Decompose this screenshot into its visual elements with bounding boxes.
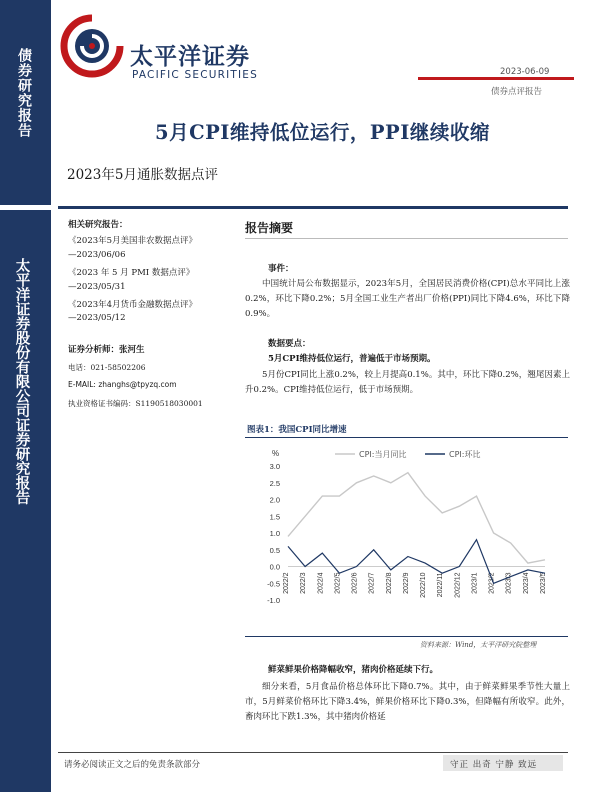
report-subtitle: 2023年5月通胀数据点评 (67, 167, 218, 183)
legend-label: CPI:环比 (449, 450, 481, 459)
y-tick-label: 2.0 (269, 495, 280, 505)
figure-top-rule (245, 437, 568, 438)
y-tick-label: 0.5 (269, 545, 280, 555)
data-points-label: 数据要点： (268, 339, 311, 349)
x-tick-label: 2022/12 (454, 572, 462, 598)
figure-title: 图表1：我国CPI同比增速 (247, 425, 347, 435)
x-tick-label: 2023/3 (505, 572, 513, 594)
figure-bottom-rule (245, 636, 568, 637)
y-tick-label: -0.5 (267, 579, 280, 589)
legend-label: CPI:当月同比 (359, 450, 407, 459)
report-title: 5月CPI维持低位运行，PPI继续收缩 (155, 121, 490, 144)
y-tick-label: 0.0 (269, 562, 280, 572)
point1-heading: 5月CPI维持低位运行，普遍低于市场预期。 (268, 354, 436, 364)
x-tick-label: 2022/10 (420, 572, 428, 598)
x-tick-label: 2022/4 (317, 572, 325, 594)
company-logo (60, 14, 270, 84)
footer-motto: 守正 出奇 宁静 致远 (450, 760, 538, 770)
x-tick-label: 2022/8 (385, 572, 393, 594)
header-red-rule (418, 77, 574, 80)
x-tick-label: 2022/9 (402, 572, 410, 594)
related-report-item[interactable]: 《2023年5月美国非农数据点评》 (68, 236, 198, 246)
x-tick-label: 2023/2 (488, 572, 496, 594)
event-label: 事件： (268, 264, 294, 274)
sidebar-report-category: 债券研究报告 (16, 48, 32, 138)
footer-disclaimer[interactable]: 请务必阅读正文之后的免责条款部分 (64, 760, 201, 770)
x-tick-label: 2022/5 (334, 572, 342, 594)
summary-underline (245, 238, 568, 239)
x-tick-label: 2022/7 (368, 572, 376, 594)
related-report-item[interactable]: 《2023年4月货币金融数据点评》 (68, 300, 198, 310)
company-name-en: PACIFIC SECURITIES (132, 69, 259, 81)
summary-heading: 报告摘要 (245, 221, 294, 235)
analyst-heading: 证券分析师：张河生 (68, 345, 145, 355)
y-axis-unit: % (272, 449, 280, 458)
point2-heading: 鲜菜鲜果价格降幅收窄，猪肉价格延续下行。 (268, 665, 439, 675)
related-report-date: —2023/05/12 (68, 313, 126, 323)
analyst-license: 执业资格证书编码：S1190518030001 (68, 399, 203, 408)
title-divider (58, 206, 568, 209)
related-report-item[interactable]: 《2023 年 5 月 PMI 数据点评》 (68, 268, 195, 278)
report-type: 债券点评报告 (491, 87, 543, 97)
figure-source: 资料来源：Wind，太平洋研究院整理 (420, 641, 537, 649)
x-tick-label: 2022/11 (437, 572, 445, 598)
event-text: 中国统计局公布数据显示，2023年5月，全国居民消费价格(CPI)总水平同比上涨0.2%，环比下降0.2%；5月全国工业生产者出厂价格(PPI)同比下降4.6%，环比下降0.9%。 (245, 279, 570, 319)
logo-mark-icon (60, 14, 124, 78)
related-report-date: —2023/05/31 (68, 282, 126, 292)
x-tick-label: 2022/3 (300, 572, 308, 594)
footer-rule (58, 752, 568, 753)
y-tick-label: 1.0 (269, 529, 280, 538)
y-tick-label: 3.0 (269, 462, 280, 471)
y-tick-label: 1.5 (269, 512, 280, 522)
y-tick-label: -1.0 (267, 596, 280, 605)
related-report-date: —2023/06/06 (68, 250, 126, 260)
company-name-cn: 太平洋证券 (130, 44, 250, 70)
report-date: 2023-06-09 (500, 67, 550, 77)
related-reports-heading: 相关研究报告： (68, 220, 128, 230)
x-tick-label: 2022/2 (283, 572, 290, 594)
y-tick-label: 2.5 (269, 478, 280, 488)
x-tick-label: 2023/1 (471, 572, 479, 594)
x-tick-label: 2023/5 (540, 572, 547, 594)
sidebar-company-label: 太平洋证券股份有限公司证券研究报告 (13, 258, 31, 505)
series-line-cpi-yoy (288, 473, 545, 563)
x-tick-label: 2022/6 (351, 572, 359, 594)
x-tick-label: 2023/4 (522, 572, 530, 594)
point2-text: 细分来看，5月食品价格总体环比下降0.7%。其中，由于鲜菜鲜果季节性大量上市，5月鲜菜价格环比下降3.4%，鲜果价格环比下降0.3%，但降幅有所收窄。此外，畜肉环比下跌1.3%，其中猪肉价格延 (245, 682, 570, 722)
point1-text: 5月份CPI同比上涨0.2%，较上月提高0.1%。其中，环比下降0.2%，翘尾因素上升0.2%。CPI维持低位运行，低于市场预期。 (245, 370, 570, 395)
analyst-phone: 电话：021-58502206 (68, 363, 146, 372)
analyst-email[interactable]: E-MAIL: zhanghs@tpyzq.com (68, 380, 177, 389)
cpi-line-chart (245, 442, 568, 634)
